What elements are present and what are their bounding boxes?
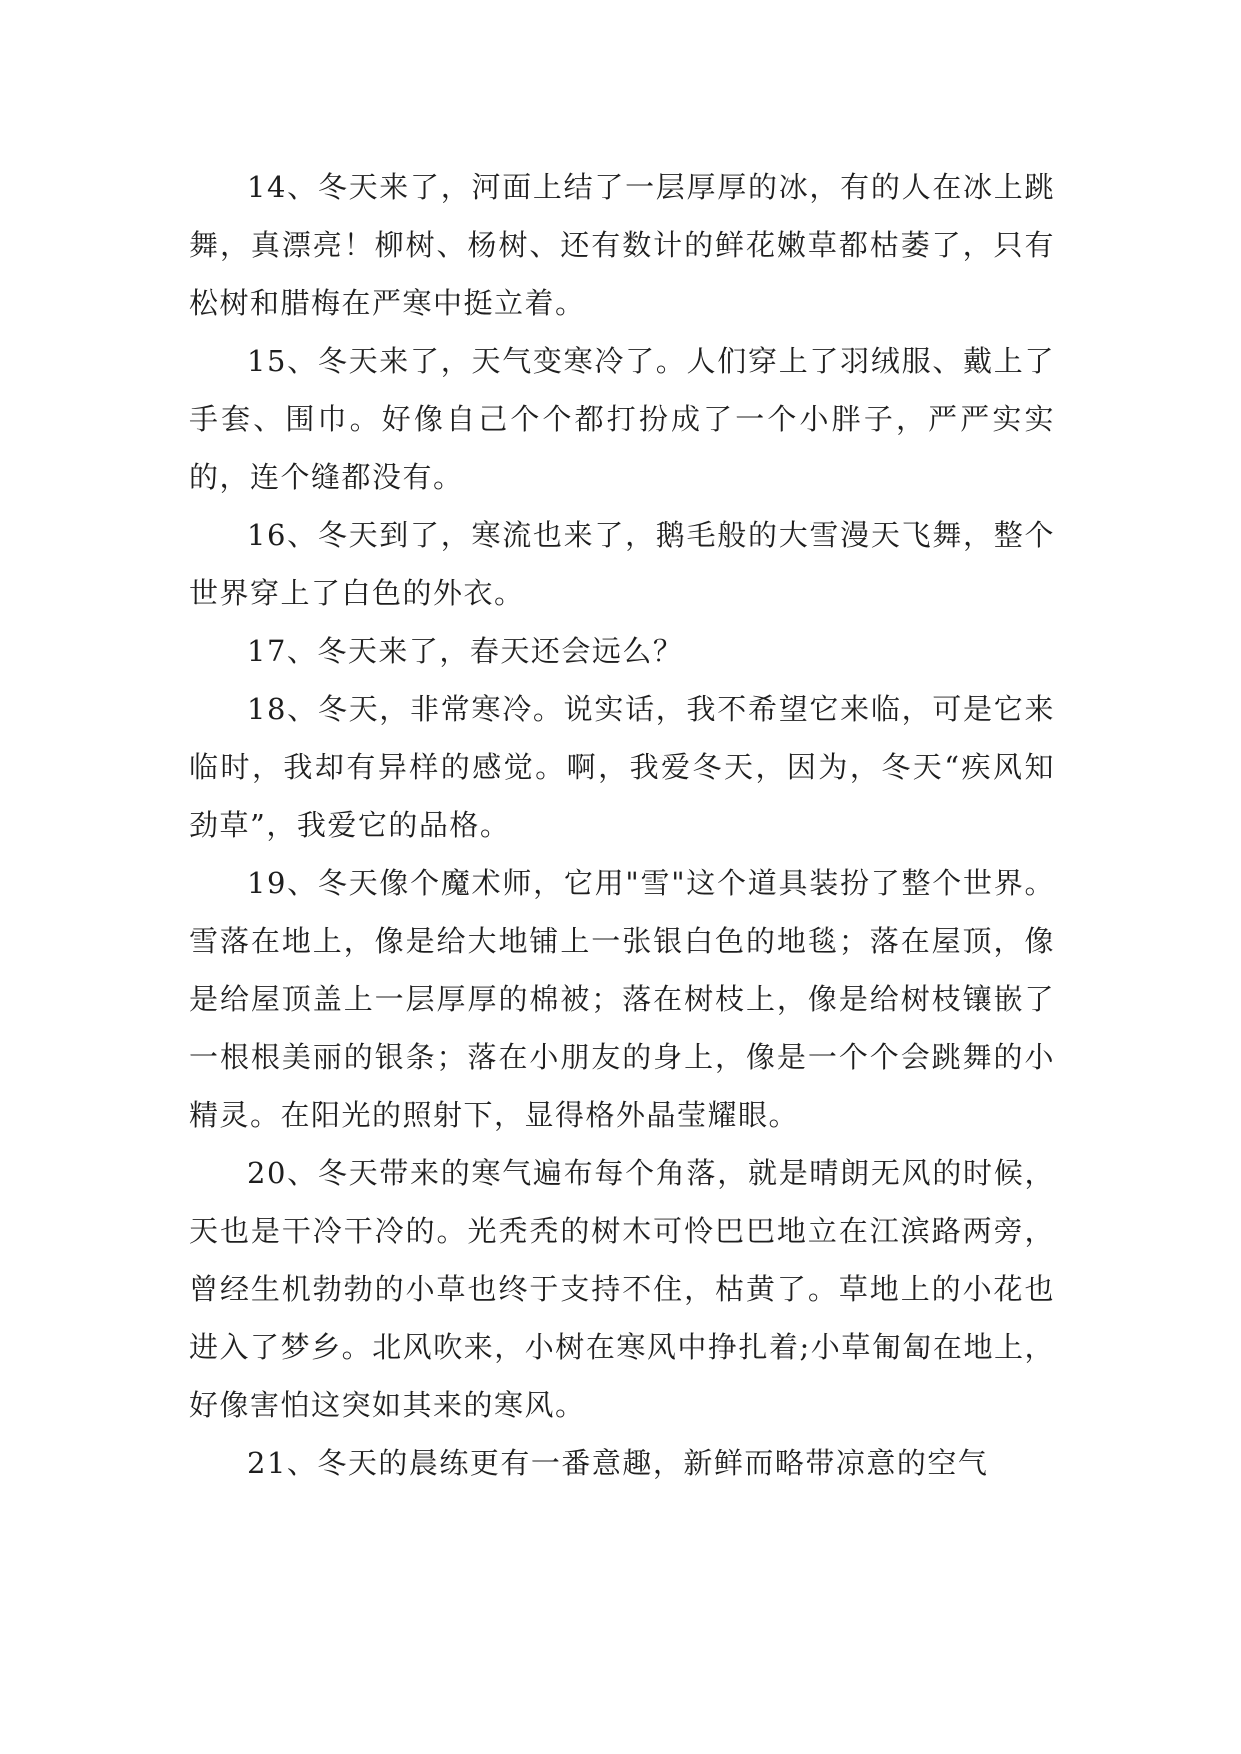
document-body: [189, 158, 1055, 1492]
paragraph-14: 14、冬天来了，河面上结了一层厚厚的冰，有的人在冰上跳舞，真漂亮！柳树、杨树、还有数计的鲜花嫩草都枯萎了，只有松树和腊梅在严寒中挺立着。: [189, 170, 1055, 320]
paragraph-17: 17、冬天来了，春天还会远么？: [247, 634, 684, 668]
paragraph-16: 16、冬天到了，寒流也来了，鹅毛般的大雪漫天飞舞，整个世界穿上了白色的外衣。: [189, 518, 1055, 610]
paragraph-15: 15、冬天来了，天气变寒冷了。人们穿上了羽绒服、戴上了手套、围巾。好像自己个个都打扮成了一个小胖子，严严实实的，连个缝都没有。: [189, 344, 1055, 494]
paragraph-20: 20、冬天带来的寒气遍布每个角落，就是晴朗无风的时候，天也是干冷干冷的。光秃秃的树木可怜巴巴地立在江滨路两旁，曾经生机勃勃的小草也终于支持不住，枯黄了。草地上的小花也进入了梦乡。北风吹来，小树在寒风中挣扎着;小草匍匐在地上，好像害怕这突如其来的寒风。: [189, 1156, 1055, 1422]
paragraph-18: 18、冬天，非常寒冷。说实话，我不希望它来临，可是它来临时，我却有异样的感觉。啊，我爱冬天，因为，冬天“疾风知劲草”，我爱它的品格。: [189, 692, 1055, 842]
paragraph-19: 19、冬天像个魔术师，它用"雪"这个道具装扮了整个世界。雪落在地上，像是给大地铺上一张银白色的地毯；落在屋顶，像是给屋顶盖上一层厚厚的棉被；落在树枝上，像是给树枝镶嵌了一根根美丽的银条；落在小朋友的身上，像是一个个会跳舞的小精灵。在阳光的照射下，显得格外晶莹耀眼。: [189, 866, 1055, 1132]
paragraph-21: 21、冬天的晨练更有一番意趣，新鲜而略带凉意的空气: [247, 1446, 989, 1480]
